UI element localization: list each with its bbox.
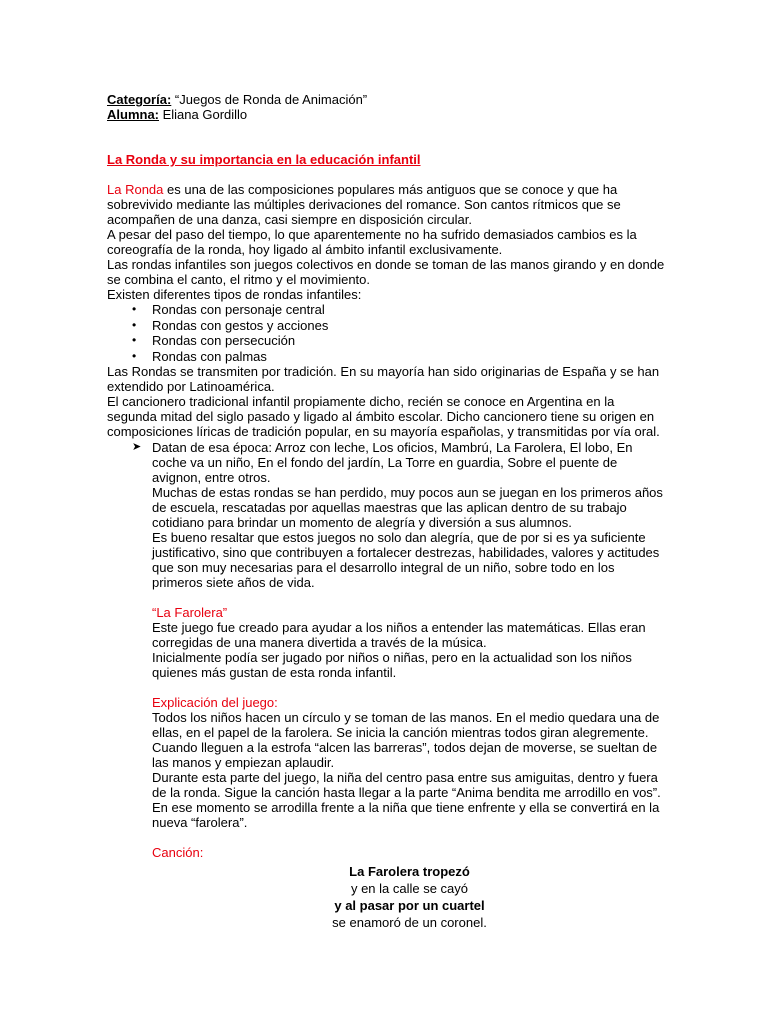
paragraph-explicacion-3: Durante esta parte del juego, la niña del centro pasa entre sus amiguitas, dentro y fuera de la ronda. Sigue la canción hasta llegar a la parte “Anima bendita me arrodillo en vos”. En ese momento se arrodilla frente a la niña que tiene enfrente y ella se convertirá en la nueva “farolera”.: [152, 770, 661, 830]
list-item: [132, 333, 667, 349]
paragraph-transmision: Las Rondas se transmiten por tradición. En su mayoría han sido originarias de España y se han extendido por Latinoamérica.: [107, 364, 660, 394]
alumna-value: Eliana Gordillo: [159, 107, 248, 122]
bullet-dot-icon: •: [132, 317, 137, 332]
paragraph-cancionero: El cancionero tradicional infantil propiamente dicho, recién se conoce en Argentina en la segunda mitad del siglo pasado y ligado al ámbito escolar. Dicho cancionero tiene su origen en composiciones líricas de tradición popular, en su mayoría españolas, y transmitidas por vía oral.: [107, 394, 660, 439]
intro-lead-red: La Ronda: [107, 182, 164, 197]
bullet-dot-icon: •: [132, 348, 137, 363]
paragraph-farolera-2: Inicialmente podía ser jugado por niños o niñas, pero en la actualidad son los niños quienes más gustan de esta ronda infantil.: [152, 650, 632, 680]
song-line: y al pasar por un cuartel: [334, 898, 485, 913]
paragraph-explicacion-2: Cuando lleguen a la estrofa “alcen las barreras”, todos dejan de moverse, se sueltan de las manos y empiezan aplaudir.: [152, 740, 658, 770]
alumna-line: [107, 107, 667, 122]
bullet-dot-icon: •: [132, 333, 137, 347]
paragraph-datan: Datan de esa época: Arroz con leche, Los oficios, Mambrú, La Farolera, El lobo, En coche va un niño, En el fondo del jardín, La Torre en guardia, Sobre el puente de avignon, entre otros.: [152, 440, 633, 485]
explicacion-heading: Explicación del juego:: [152, 695, 278, 710]
intro-paragraph: [107, 182, 667, 227]
categoria-label: Categoría:: [107, 92, 172, 107]
list-item: [132, 302, 667, 318]
arrow-list-item: [107, 440, 667, 860]
bullet-dot-icon: •: [132, 302, 137, 316]
document-content: [107, 92, 667, 931]
list-item-text: Rondas con palmas: [152, 348, 267, 364]
paragraph-coreografia: A pesar del paso del tiempo, lo que aparentemente no ha sufrido demasiados cambios es la coreografía de la ronda, hoy ligado al ámbito infantil exclusivamente.: [107, 227, 637, 257]
list-item-text: Rondas con personaje central: [152, 302, 325, 317]
alumna-label: Alumna:: [107, 107, 159, 122]
intro-lead-text: es una de las composiciones populares más antiguos que se conoce y que ha sobrevivido mediante las múltiples derivaciones del romance. Son cantos rítmicos que se acompañen de una danza, casi siempre en disposición circular.: [107, 182, 621, 227]
document-title: La Ronda y su importancia en la educación infantil: [107, 152, 421, 167]
song-line: La Farolera tropezó: [349, 864, 470, 879]
song-line: se enamoró de un coronel.: [332, 915, 487, 930]
list-item-text: Rondas con persecución: [152, 333, 296, 348]
categoria-line: [107, 92, 667, 107]
cancion-heading: Canción:: [152, 845, 204, 860]
categoria-value: “Juegos de Ronda de Animación”: [171, 92, 368, 107]
song-line: y en la calle se cayó: [350, 881, 469, 896]
paragraph-tipos: Existen diferentes tipos de rondas infantiles:: [107, 287, 362, 302]
list-item: [132, 318, 667, 334]
paragraph-explicacion-1: Todos los niños hacen un círculo y se toman de las manos. En el medio quedara una de ellas, en el papel de la farolera. Se inicia la canción mientras todos giran alegremente.: [152, 710, 660, 740]
paragraph-perdido: Muchas de estas rondas se han perdido, muy pocos aun se juegan en los primeros años de escuela, rescatadas por aquellas maestras que las aplican dentro de su trabajo cotidiano para brindar un momento de alegría y diversión a sus alumnos.: [152, 485, 663, 530]
arrow-right-icon: ➤: [132, 441, 142, 453]
farolera-heading: “La Farolera”: [152, 605, 228, 620]
song-lyrics: [152, 863, 667, 931]
list-item: [132, 349, 667, 365]
tipos-list: [107, 302, 667, 364]
paragraph-resaltar: Es bueno resaltar que estos juegos no solo dan alegría, que de por si es ya suficiente justificativo, sino que contribuyen a fortalecer destrezas, habilidades, valores y actitudes que son muy necesarias para el desarrollo integral de un niño, sobre todo en los primeros siete años de vida.: [152, 530, 660, 590]
paragraph-rondas-infantiles: Las rondas infantiles son juegos colectivos en donde se toman de las manos girando y en donde se combina el canto, el ritmo y el movimiento.: [107, 257, 665, 287]
list-item-text: Rondas con gestos y acciones: [152, 317, 329, 333]
paragraph-farolera-1: Este juego fue creado para ayudar a los niños a entender las matemáticas. Ellas eran corregidas de una manera divertida a través de la música.: [152, 620, 646, 650]
